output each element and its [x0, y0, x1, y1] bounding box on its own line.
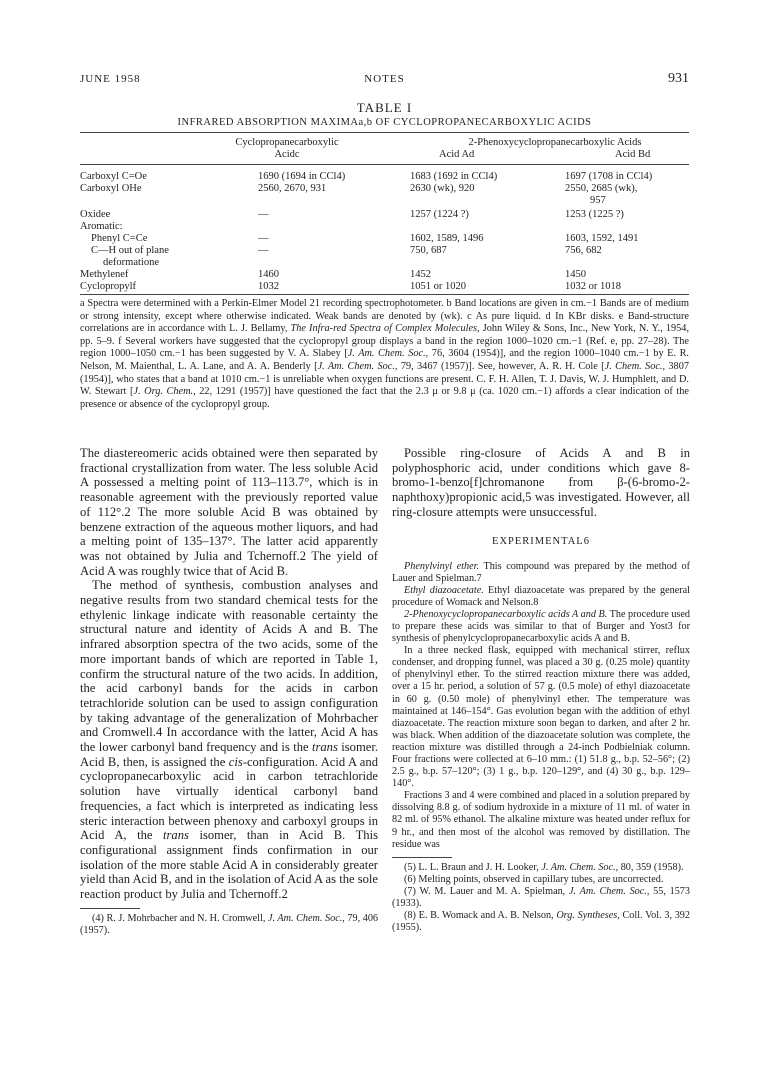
footnote-6: (6) Melting points, observed in capillary tubes, are uncorrected.: [404, 873, 664, 885]
row-cell: 1697 (1708 in CCl4): [565, 171, 653, 182]
footnote-text: Coll. Vol. 3, 392 (1955).: [392, 910, 690, 934]
journal-ref: J. Am. Chem. Soc.,: [568, 885, 650, 897]
footnote-f-part: 22, 1291 (1957)] have questioned the fact that the 2.3 μ or 9.8 μ (ca. 1020 cm.−1) affords a clear indication of the presence or absence of the cyclopropyl group.: [80, 386, 690, 410]
paragraph-text: isomer, than in Acid B. This configurational assignment finds confirmation in our isolation of the more stable Acid A in considerably greater yield than Acid B, and in the isolation of Acid A as the sole reaction product by Julia and Tchernoff.2: [80, 828, 379, 902]
footnote-text: (7) W. M. Lauer and M. A. Spielman,: [404, 885, 569, 897]
paragraph-text: The procedure used to prepare these acids was similar to that of Burger and Yost3 for synthesis of phenylcyclopropanecarboxylic acids A and B.: [392, 608, 690, 645]
paragraph: Fractions 3 and 4 were combined and placed in a solution prepared by dissolving 8.8 g. of sodium hydroxide in a mixture of 11 ml. of water in 82 ml. of 95% ethanol. The alkaline mixture was heated under reflux for 9 hr., and then most of the alcohol was removed by distillation. The residue was: [392, 790, 690, 850]
footnote-text: 55, 1573 (1933).: [392, 885, 690, 910]
table-footnotes: [80, 298, 689, 411]
row-cell: 1690 (1694 in CCl4): [258, 171, 346, 182]
header-acid-a: Acid Ad: [439, 149, 475, 160]
row-cell: 1602, 1589, 1496: [410, 233, 484, 244]
footnote-4: [80, 913, 378, 937]
run-in-heading: Ethyl diazoacetate.: [404, 584, 484, 596]
footnote-f-part: 79, 3467 (1957)]. See, however, A. R. H. Cole [: [400, 360, 605, 372]
table-caption: TABLE I: [356, 100, 413, 115]
row-cell: 1032 or 1018: [565, 281, 621, 292]
row-cell: 1032: [258, 281, 279, 292]
running-head-date: JUNE 1958: [80, 73, 141, 85]
row-cell: 1683 (1692 in CCl4): [410, 171, 498, 182]
footnote-5: [392, 862, 690, 874]
footnote-f-part: 3807 (1954)], who states that a band at 1010 cm.−1 is unreliable when oxygen functions are present. C. F. H. Allen, T. J. Davis, W. J. Humphlett, and D. W. Stewart [: [80, 360, 689, 398]
row-label: Methylenef: [80, 269, 129, 280]
row-label: Cyclopropylf: [80, 281, 136, 292]
footnote-text: (5) L. L. Braun and J. H. Looker,: [404, 861, 542, 873]
footnote-e-rest: John Wiley & Sons, Inc., New York, N. Y., 1954, pp. 5–9.: [80, 323, 690, 347]
paragraph: The diastereomeric acids obtained were then separated by fractional crystallization from water. The less soluble Acid A possessed a melting point of 113–113.7°, which is in reasonable agreement with the previously reported value of 112°.2 The more soluble Acid B was obtained by benzene extraction of the aqueous mother liquors, and had a melting point of 135–137°. The latter acid apparently was not obtained by Julia and Tchernoff.2 The yield of Acid A was roughly twice that of Acid B.: [80, 446, 378, 578]
row-cell: 756, 682: [565, 245, 602, 256]
run-in-heading: 2-Phenoxycyclopropanecarboxylic acids A and B.: [404, 608, 608, 620]
paragraph-text: This compound was prepared by the method of Lauer and Spielman.7: [392, 560, 690, 584]
table-header-rule: [80, 164, 689, 165]
row-cell: 2550, 2685 (wk),: [565, 183, 638, 194]
footnote-f-part: 76, 3604 (1954)], and the region 1000–1040 cm.−1 by E. R. Nelson, M. Maienthal, L. A. Lane, and A. A. Benderly [: [80, 348, 690, 372]
header-acid-b: Acid Bd: [615, 149, 651, 160]
paragraph: In a three necked flask, equipped with mechanical stirrer, reflux condenser, and dropping funnel, was placed a 30 g. (0.25 mole) quantity of phenylvinyl ether. To the stirred reaction mixture there was added, over a 15 hr. period, a solution of 57 g. (0.5 mole) of ethyl diazoacetate in 60 g. (0.50 mole) of phenylvinyl ether. The temperature was maintained at 146–154°. Gas evolution began with the addition of ethyl diazoacetate. The reaction mixture soon began to darken, and after 2 hr. was black. When addition of the diazoacetate solution was complete, the reaction mixture was distilled through a 24-inch Podbielniak column. Four fractions were collected at 6–10 mm.: (1) 51.8 g., b.p. 52–56°; (2) 2.5 g., b.p. 57–120°; (3) 1 g., b.p. 120–129°, and (4) 30 g., b.p. 129–140°.: [392, 645, 690, 790]
paragraph: Possible ring-closure of Acids A and B in polyphosphoric acid, under conditions which gave 8-bromo-1-benzo[f]chromanone from β-(6-bromo-2-naphthoxy)propionic acid,5 was investigated. However, all ring-closure attempts were unsuccessful.: [392, 446, 690, 519]
header-cyclopropane-line2: Acidc: [274, 148, 300, 160]
row-label: Carboxyl C=Oe: [80, 171, 147, 182]
italic-term: cis: [228, 754, 243, 769]
row-label: deformatione: [103, 257, 159, 268]
paragraph: [392, 585, 690, 609]
row-label: Aromatic:: [80, 221, 123, 232]
journal-ref: J. Am. Chem. Soc.,: [347, 348, 429, 360]
row-cell: —: [258, 233, 269, 244]
footnote-a: a Spectra were determined with a Perkin-Elmer Model 21 recording spectrophotometer.: [80, 298, 444, 309]
header-phenoxy-group: 2-Phenoxycyclopropanecarboxylic Acids: [468, 137, 642, 148]
table-bottom-rule: [80, 294, 689, 295]
paragraph: [392, 609, 690, 645]
italic-term: trans: [163, 828, 189, 843]
paragraph-text: Ethyl diazoacetate was prepared by the general procedure of Womack and Nelson.8: [392, 584, 690, 608]
journal-ref: Org. Syntheses,: [556, 910, 620, 922]
footnote-text: 80, 359 (1958).: [618, 861, 684, 873]
row-cell: 1450: [565, 269, 586, 280]
paragraph: [392, 561, 690, 585]
row-cell: 1253 (1225 ?): [565, 209, 624, 220]
journal-ref: J. Chem. Soc.,: [604, 360, 666, 372]
row-cell: 1460: [258, 269, 279, 280]
footnote-b: b Band locations are given in cm.−1 Bands are of medium or strong intensity, except where otherwise indicated. Weak bands are denoted by (wk).: [80, 298, 689, 322]
footnote-8: [392, 910, 690, 934]
row-cell: 1452: [410, 269, 431, 280]
journal-ref: J. Am. Chem. Soc.,: [267, 912, 345, 924]
row-cell: 750, 687: [410, 245, 447, 256]
row-cell: 1257 (1224 ?): [410, 209, 469, 220]
section-heading-experimental: EXPERIMENTAL6: [492, 535, 590, 547]
row-cell: 2560, 2670, 931: [258, 183, 327, 194]
running-head-section: NOTES: [364, 73, 405, 85]
header-cyclopropane-line1: Cyclopropanecarboxylic: [235, 137, 339, 148]
row-label: Carboxyl OHe: [80, 183, 142, 194]
row-cell: 1051 or 1020: [410, 281, 466, 292]
paragraph-text: -configuration. Acid A and cyclopropanecarboxylic acid in carbon tetrachloride solution have virtually identical carbonyl band frequencies, a fact which is interpreted as indicating less steric interaction between phenoxy and carboxyl groups in Acid A, the: [80, 754, 378, 843]
journal-ref: J. Am. Chem. Soc.,: [317, 360, 398, 372]
footnote-text: 79, 406 (1957).: [80, 912, 378, 936]
italic-term: trans: [311, 740, 338, 755]
row-label: C—H out of plane: [91, 245, 169, 256]
row-label: Phenyl C=Ce: [91, 233, 148, 244]
run-in-heading: Phenylvinyl ether.: [404, 560, 480, 572]
row-cell: 957: [590, 195, 606, 206]
paragraph: [80, 578, 378, 901]
row-cell: 1603, 1592, 1491: [565, 233, 639, 244]
row-cell: 2630 (wk), 920: [410, 183, 475, 194]
footnote-text: (4) R. J. Mohrbacher and N. H. Cromwell,: [92, 912, 268, 924]
table-title: INFRARED ABSORPTION MAXIMAa,b OF CYCLOPROPANECARBOXYLIC ACIDS: [177, 117, 592, 128]
row-cell: —: [258, 245, 269, 256]
footnote-7: [392, 886, 690, 910]
footnote-c: c As pure liquid.: [467, 310, 541, 322]
header-cyclopropane: [232, 137, 342, 160]
row-label: Oxidee: [80, 209, 111, 220]
footnote-e-title: The Infra-red Spectra of Complex Molecules,: [290, 323, 480, 335]
left-column: [80, 446, 378, 937]
footnote-d: d In KBr disks.: [545, 310, 615, 322]
footnote-rule: [80, 908, 140, 909]
row-cell: —: [258, 209, 269, 220]
footnote-f: f Several workers have suggested that the cyclopropyl group displays a band in the region 1000–1020 cm.−1 (Ref. e, pp. 27–28). The region 1000–1050 cm.−1 has been suggested by V. A. Slabey [: [80, 335, 690, 360]
journal-ref: J. Am. Chem. Soc.,: [541, 861, 619, 873]
footnote-rule: [392, 857, 452, 858]
page-number: 931: [668, 71, 689, 86]
table-top-rule: [80, 132, 689, 133]
right-column: [392, 446, 690, 934]
footnote-text: (8) E. B. Womack and A. B. Nelson,: [404, 910, 557, 922]
footnote-e: e Band-structure correlations are in accordance with L. J. Bellamy,: [80, 310, 689, 335]
journal-ref: J. Org. Chem.,: [133, 386, 196, 398]
paragraph-text: isomer. Acid B, then, is assigned the: [80, 740, 378, 769]
paragraph-text: The method of synthesis, combustion analyses and negative results from two standard chemical tests for the ethylenic linkage indicate with reasonable certainty the structural nature and identity of Acids A and B. The infrared absorption spectra of the two acids, some of the more important bands of which are reported in Table 1, confirm the structural nature of the two acids. In addition, the acid carbonyl bands for the acids in carbon tetrachloride solution can be used to assign configuration by taking advantage of the generalization of Mohrbacher and Cromwell.4 In accordance with the latter, Acid A has the lower carbonyl band frequency and is the: [80, 578, 378, 755]
